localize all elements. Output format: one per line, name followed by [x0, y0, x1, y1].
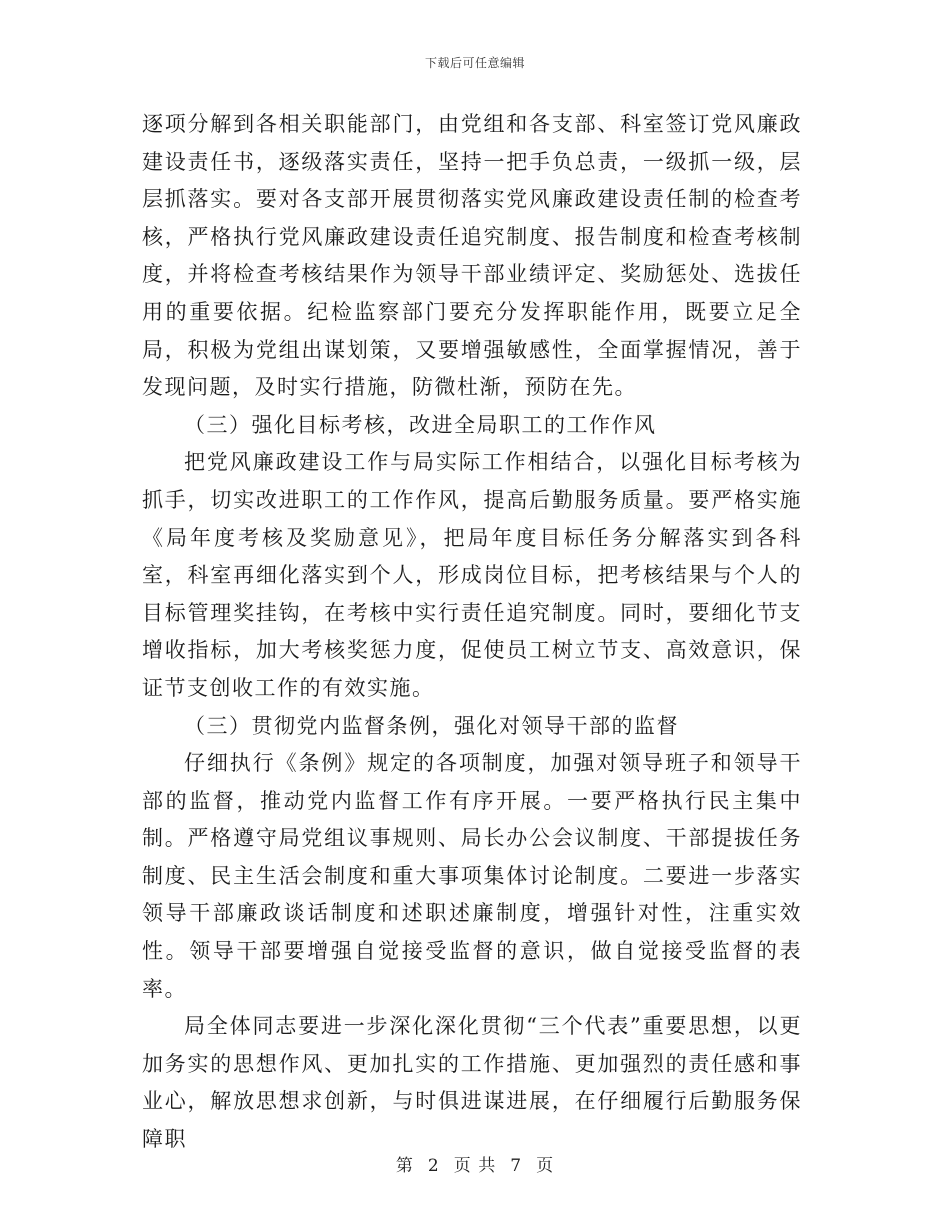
paragraph: 把党风廉政建设工作与局实际工作相结合，以强化目标考核为抓手，切实改进职工的工作作风，提高后勤服务质量。要严格实施《局年度考核及奖励意见》，把局年度目标任务分解落实到各科室，科室再细化落实到个人，形成岗位目标，把考核结果与个人的目标管理奖挂钩，在考核中实行责任追究制度。同时，要细化节支增收指标，加大考核奖惩力度，促使员工树立节支、高效意识，保证节支创收工作的有效实施。	[142, 450, 802, 700]
footer-prefix: 第	[395, 1156, 414, 1176]
header-note: 下载后可任意编辑	[424, 56, 525, 70]
paragraph: 局全体同志要进一步深化深化贯彻“三个代表”重要思想，以更加务实的思想作风、更加扎实的工作措施、更加强烈的责任感和事业心，解放思想求创新，与时俱进谋进展，在仔细履行后勤服务保障职	[142, 1014, 802, 1152]
paragraph-continuation: 逐项分解到各相关职能部门，由党组和各支部、科室签订党风廉政建设责任书，逐级落实责任，坚持一把手负总责，一级抓一级，层层抓落实。要对各支部开展贯彻落实党风廉政建设责任制的检查考核，严格执行党风廉政建设责任追究制度、报告制度和检查考核制度，并将检查考核结果作为领导干部业绩评定、奖励惩处、选拔任用的重要依据。纪检监察部门要充分发挥职能作用，既要立足全局，积极为党组出谋划策，又要增强敏感性，全面掌握情况，善于发现问题，及时实行措施，防微杜渐，预防在先。	[142, 112, 802, 400]
document-body	[142, 106, 802, 1159]
footer-middle: 页 共	[453, 1156, 497, 1176]
page-footer	[0, 1151, 950, 1176]
section-heading: （三）贯彻党内监督条例，强化对领导干部的监督	[184, 713, 679, 738]
section-heading: （三）强化目标考核，改进全局职工的工作作风	[184, 412, 657, 437]
total-pages-number: 7	[510, 1156, 523, 1176]
current-page-number: 2	[427, 1156, 440, 1176]
paragraph: 仔细执行《条例》规定的各项制度，加强对领导班子和领导干部的监督，推动党内监督工作有序开展。一要严格执行民主集中制。严格遵守局党组议事规则、局长办公会议制度、干部提拔任务制度、民主生活会制度和重大事项集体讨论制度。二要进一步落实领导干部廉政谈话制度和述职述廉制度，增强针对性，注重实效性。领导干部要增强自觉接受监督的意识，做自觉接受监督的表率。	[142, 751, 802, 1001]
footer-suffix: 页	[536, 1156, 555, 1176]
